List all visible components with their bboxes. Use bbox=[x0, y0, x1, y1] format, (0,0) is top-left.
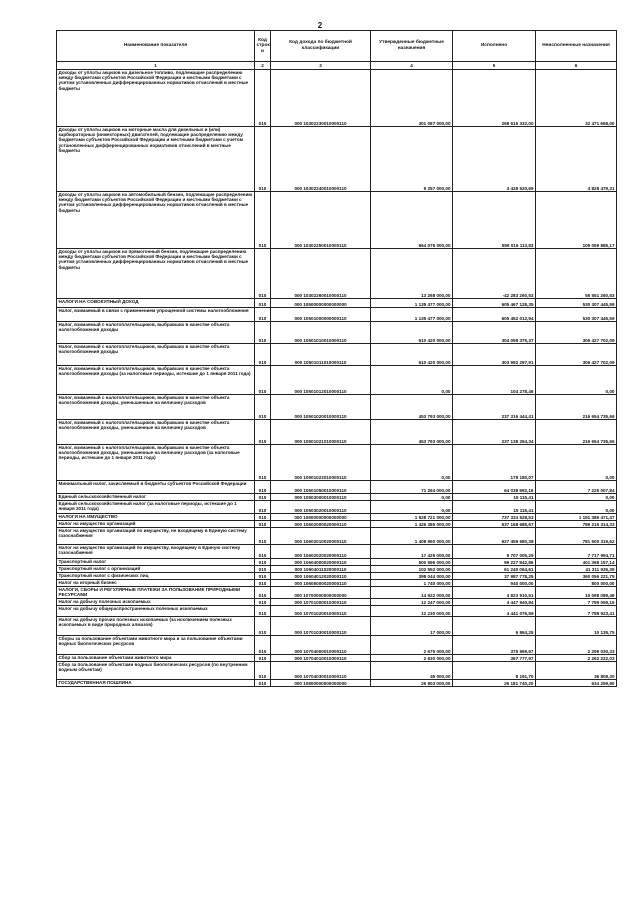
row-approved: 9 257 000,00 bbox=[371, 127, 453, 192]
row-name: Транспортный налог с физических лиц bbox=[57, 573, 255, 580]
row-name: Налог, взимаемый с налогоплательщиков, выбравших в качестве объекта налогообложения доходы, уменьшенные на величину расходов bbox=[57, 420, 255, 445]
page-number: 2 bbox=[317, 21, 323, 30]
row-line-code: 010 bbox=[255, 636, 271, 655]
table-row bbox=[57, 322, 617, 344]
row-approved: 610 420 000,00 bbox=[371, 344, 453, 366]
row-approved: 398 044 000,00 bbox=[371, 573, 453, 580]
row-unexecuted: 789 216 314,33 bbox=[536, 521, 617, 528]
row-name: Налог на игорный бизнес bbox=[57, 580, 255, 587]
row-name: Транспортный налог с организаций bbox=[57, 566, 255, 573]
row-line-code: 010 bbox=[255, 662, 271, 680]
row-executed: 26 181 740,20 bbox=[453, 680, 536, 687]
row-executed: 237 316 444,41 bbox=[453, 395, 536, 420]
row-line-code: 010 bbox=[255, 528, 271, 545]
row-approved: 1 426 385 000,00 bbox=[371, 521, 453, 528]
row-name: Сборы за пользование объектами животного мира и за пользование объектами водных биологических ресурсов bbox=[57, 636, 255, 655]
row-executed: -42 283 260,53 bbox=[453, 249, 536, 299]
column-number: 1 bbox=[57, 62, 255, 70]
row-line-code: 010 bbox=[255, 521, 271, 528]
row-executed: 268 615 332,00 bbox=[453, 70, 536, 127]
row-name: Налог, взимаемый с налогоплательщиков, выбравших в качестве объекта налогообложения доходы, уменьшенные на величину расходов bbox=[57, 395, 255, 420]
row-income-code: 000 10604011020000110 bbox=[271, 566, 371, 573]
row-approved: 1 740 000,00 bbox=[371, 580, 453, 587]
table-row bbox=[57, 655, 617, 662]
row-unexecuted: 401 368 157,14 bbox=[536, 559, 617, 566]
row-unexecuted: 216 654 735,66 bbox=[536, 395, 617, 420]
row-unexecuted: 634 259,80 bbox=[536, 680, 617, 687]
row-unexecuted: 800 000,00 bbox=[536, 580, 617, 587]
row-executed: 375 969,67 bbox=[453, 636, 536, 655]
table-row bbox=[57, 127, 617, 192]
row-unexecuted: 2 299 030,33 bbox=[536, 636, 617, 655]
table-row bbox=[57, 617, 617, 636]
row-income-code: 000 10700000000000000 bbox=[271, 587, 371, 599]
row-executed: 9 707 005,29 bbox=[453, 545, 536, 559]
row-unexecuted: 32 471 668,00 bbox=[536, 70, 617, 127]
row-unexecuted: 0,00 bbox=[536, 445, 617, 481]
row-line-code: 010 bbox=[255, 566, 271, 573]
table-row bbox=[57, 599, 617, 606]
header-name: Наименование показателя bbox=[57, 31, 255, 62]
row-name: Налог, взимаемый с налогоплательщиков, выбравших в качестве объекта налогообложения доходы (за налоговые периоды, истекшие до 1 января 2011 года) bbox=[57, 366, 255, 395]
row-approved: 0,00 bbox=[371, 366, 453, 395]
row-approved: 664 076 000,00 bbox=[371, 192, 453, 249]
row-approved: 1 928 721 000,00 bbox=[371, 514, 453, 521]
column-number: 5 bbox=[453, 62, 536, 70]
column-number: 2 bbox=[255, 62, 271, 70]
row-line-code: 010 bbox=[255, 580, 271, 587]
row-line-code: 010 bbox=[255, 249, 271, 299]
row-approved: 12 230 000,00 bbox=[371, 606, 453, 617]
row-income-code: 000 10604000020000110 bbox=[271, 559, 371, 566]
row-income-code: 000 10501020010000110 bbox=[271, 395, 371, 420]
row-executed: 637 168 685,67 bbox=[453, 521, 536, 528]
table-row bbox=[57, 395, 617, 420]
table-row bbox=[57, 366, 617, 395]
row-income-code: 000 10704010010000110 bbox=[271, 655, 371, 662]
table-row bbox=[57, 545, 617, 559]
row-name: Доходы от уплаты акцизов на прямогонный бензин, подлежащие распределению между бюджетами субъектов Российской Федерации и местными бюджетами с учетом установленных дифференцированных нормативов отчислений в местные бюджеты bbox=[57, 249, 255, 299]
row-approved: 0,00 bbox=[371, 445, 453, 481]
row-line-code: 010 bbox=[255, 587, 271, 599]
column-number: 6 bbox=[536, 62, 617, 70]
table-row bbox=[57, 566, 617, 573]
row-line-code: 010 bbox=[255, 395, 271, 420]
row-line-code: 010 bbox=[255, 494, 271, 501]
row-line-code: 010 bbox=[255, 366, 271, 395]
row-name: Единый сельскохозяйственный налог bbox=[57, 494, 255, 501]
row-unexecuted: 7 717 994,71 bbox=[536, 545, 617, 559]
row-approved: 12 247 000,00 bbox=[371, 599, 453, 606]
row-line-code: 010 bbox=[255, 514, 271, 521]
row-income-code: 000 10302240010000110 bbox=[271, 127, 371, 192]
table-row bbox=[57, 559, 617, 566]
row-executed: 6 864,25 bbox=[453, 617, 536, 636]
row-unexecuted: 530 307 445,59 bbox=[536, 308, 617, 322]
row-unexecuted: 0,00 bbox=[536, 494, 617, 501]
row-income-code: 000 10503000010000110 bbox=[271, 494, 371, 501]
row-income-code: 000 10500000000000000 bbox=[271, 299, 371, 308]
row-line-code: 010 bbox=[255, 322, 271, 344]
row-approved: 610 420 000,00 bbox=[371, 322, 453, 344]
row-line-code: 010 bbox=[255, 655, 271, 662]
row-approved: 26 803 000,00 bbox=[371, 680, 453, 687]
row-income-code: 000 10600000000000000 bbox=[271, 514, 371, 521]
column-number: 4 bbox=[371, 62, 453, 70]
row-line-code: 010 bbox=[255, 559, 271, 566]
row-income-code: 000 10501012010000110 bbox=[271, 366, 371, 395]
row-name: НАЛОГИ, СБОРЫ И РЕГУЛЯРНЫЕ ПЛАТЕЖИ ЗА ПОЛЬЗОВАНИЕ ПРИРОДНЫМИ РЕСУРСАМИ bbox=[57, 587, 255, 599]
row-unexecuted: 216 654 735,66 bbox=[536, 420, 617, 445]
row-name: Доходы от уплаты акцизов на моторные масла для дизельных и (или) карбюраторных (инжекторных) двигателей, подлежащие распределению между бюджетами субъектов Российской Федерации и местными бюджетами с учетом установленных дифференцированных нормативов отчислений в местные бюджеты bbox=[57, 127, 255, 192]
row-line-code: 010 bbox=[255, 680, 271, 687]
row-income-code: 000 10604012020000110 bbox=[271, 573, 371, 580]
row-line-code: 010 bbox=[255, 308, 271, 322]
table-row bbox=[57, 445, 617, 481]
row-approved: 453 793 000,00 bbox=[371, 420, 453, 445]
row-name: Налог на добычу общераспространенных полезных ископаемых bbox=[57, 606, 255, 617]
row-unexecuted: 10 098 089,49 bbox=[536, 587, 617, 599]
row-income-code: 000 10602010020000110 bbox=[271, 528, 371, 545]
row-income-code: 000 10704000010000110 bbox=[271, 636, 371, 655]
row-executed: 8 191,70 bbox=[453, 662, 536, 680]
row-approved: 2 630 000,00 bbox=[371, 655, 453, 662]
row-executed: 99 227 842,86 bbox=[453, 559, 536, 566]
row-unexecuted: 7 799 059,16 bbox=[536, 599, 617, 606]
row-executed: 4 441 076,59 bbox=[453, 606, 536, 617]
row-name: Сбор за пользование объектами водных биологических ресурсов (по внутренним водным объектам) bbox=[57, 662, 255, 680]
row-approved: 1 408 960 000,00 bbox=[371, 528, 453, 545]
budget-execution-table bbox=[56, 30, 617, 687]
row-name: НАЛОГИ НА СОВОКУПНЫЙ ДОХОД bbox=[57, 299, 255, 308]
row-name: Доходы от уплаты акцизов на автомобильный бензин, подлежащие распределению между бюджетами субъектов Российской Федерации и местными бюджетами с учетом установленных дифференцированных нормативов отчислений в местные бюджеты bbox=[57, 192, 255, 249]
row-approved: 102 552 000,00 bbox=[371, 566, 453, 573]
table-row bbox=[57, 587, 617, 599]
row-executed: 61 240 064,61 bbox=[453, 566, 536, 573]
row-approved: 71 264 000,00 bbox=[371, 481, 453, 494]
row-executed: 15 115,41 bbox=[453, 501, 536, 514]
row-unexecuted: 306 427 702,09 bbox=[536, 322, 617, 344]
row-name: Доходы от уплаты акцизов на дизельное топливо, подлежащие распределению между бюджетами субъектов Российской Федерации и местными бюджетами с учетом установленных дифференцированных нормативов отчислений в местные бюджеты bbox=[57, 70, 255, 127]
row-executed: 367 777,97 bbox=[453, 655, 536, 662]
table-row bbox=[57, 192, 617, 249]
row-line-code: 010 bbox=[255, 445, 271, 481]
row-income-code: 000 10302260010000110 bbox=[271, 249, 371, 299]
row-executed: 178 180,07 bbox=[453, 445, 536, 481]
row-executed: 104 278,46 bbox=[453, 366, 536, 395]
table-row bbox=[57, 494, 617, 501]
table-row bbox=[57, 420, 617, 445]
row-unexecuted: 306 427 702,09 bbox=[536, 344, 617, 366]
row-income-code: 000 10501050010000110 bbox=[271, 481, 371, 494]
row-name: Транспортный налог bbox=[57, 559, 255, 566]
row-line-code: 010 bbox=[255, 617, 271, 636]
row-income-code: 000 10701030010000110 bbox=[271, 617, 371, 636]
row-executed: 737 334 528,53 bbox=[453, 514, 536, 521]
row-income-code: 000 10501011010000110 bbox=[271, 344, 371, 366]
row-name: Налог, взимаемый в связи с применением упрощенной системы налогообложения bbox=[57, 308, 255, 322]
row-approved: 301 087 000,00 bbox=[371, 70, 453, 127]
table-row bbox=[57, 680, 617, 687]
row-income-code: 000 10501022010000110 bbox=[271, 445, 371, 481]
table-header-row bbox=[57, 31, 617, 62]
row-approved: 1 135 477 000,00 bbox=[371, 299, 453, 308]
row-line-code: 010 bbox=[255, 545, 271, 559]
row-name: Сбор за пользование объектами животного мира bbox=[57, 655, 255, 662]
row-line-code: 010 bbox=[255, 192, 271, 249]
row-name: Единый сельскохозяйственный налог (за налоговые периоды, истекшие до 1 января 2011 года) bbox=[57, 501, 255, 514]
row-approved: 13 268 000,00 bbox=[371, 249, 453, 299]
row-income-code: 000 10501000000000110 bbox=[271, 308, 371, 322]
row-name: НАЛОГИ НА ИМУЩЕСТВО bbox=[57, 514, 255, 521]
row-unexecuted: 2 262 222,03 bbox=[536, 655, 617, 662]
row-name: Налог на имущество организаций по имуществу, не входящему в Единую систему газоснабжения bbox=[57, 528, 255, 545]
header-line-code: Код строк и bbox=[255, 31, 271, 62]
header-approved: Утвержденные бюджетные назначения bbox=[371, 31, 453, 62]
row-line-code: 010 bbox=[255, 127, 271, 192]
row-line-code: 010 bbox=[255, 420, 271, 445]
row-income-code: 000 10602000020000110 bbox=[271, 521, 371, 528]
row-line-code: 010 bbox=[255, 299, 271, 308]
row-approved: 453 793 000,00 bbox=[371, 395, 453, 420]
row-approved: 17 000,00 bbox=[371, 617, 453, 636]
row-name: Минимальный налог, зачисляемый в бюджеты субъектов Российской Федерации bbox=[57, 481, 255, 494]
row-executed: 237 138 264,34 bbox=[453, 420, 536, 445]
row-name: Налог на имущество организаций bbox=[57, 521, 255, 528]
row-executed: 4 447 940,84 bbox=[453, 599, 536, 606]
row-unexecuted: 55 551 260,53 bbox=[536, 249, 617, 299]
row-line-code: 010 bbox=[255, 344, 271, 366]
row-unexecuted: 36 808,30 bbox=[536, 662, 617, 680]
table-row bbox=[57, 636, 617, 655]
row-unexecuted: 10 135,75 bbox=[536, 617, 617, 636]
row-unexecuted: 41 311 935,39 bbox=[536, 566, 617, 573]
row-name: Налог, взимаемый с налогоплательщиков, выбравших в качестве объекта налогообложения доходы bbox=[57, 344, 255, 366]
row-line-code: 010 bbox=[255, 481, 271, 494]
table-row bbox=[57, 606, 617, 617]
row-line-code: 010 bbox=[255, 501, 271, 514]
row-income-code: 000 10602020020000110 bbox=[271, 545, 371, 559]
row-approved: 14 922 000,00 bbox=[371, 587, 453, 599]
row-approved: 0,00 bbox=[371, 501, 453, 514]
table-row bbox=[57, 580, 617, 587]
table-row bbox=[57, 344, 617, 366]
row-approved: 500 596 000,00 bbox=[371, 559, 453, 566]
row-executed: 37 987 778,25 bbox=[453, 573, 536, 580]
row-unexecuted: 0,00 bbox=[536, 501, 617, 514]
row-income-code: 000 10302250010000110 bbox=[271, 192, 371, 249]
row-approved: 2 675 000,00 bbox=[371, 636, 453, 655]
row-line-code: 010 bbox=[255, 606, 271, 617]
row-executed: 627 459 680,38 bbox=[453, 528, 536, 545]
row-unexecuted: 781 500 319,62 bbox=[536, 528, 617, 545]
row-executed: 559 016 113,83 bbox=[453, 192, 536, 249]
row-unexecuted: 4 828 479,31 bbox=[536, 127, 617, 192]
row-executed: 15 115,41 bbox=[453, 494, 536, 501]
header-executed: Исполнено bbox=[453, 31, 536, 62]
row-name: Налог на добычу полезных ископаемых bbox=[57, 599, 255, 606]
row-executed: 4 428 520,69 bbox=[453, 127, 536, 192]
row-name: Налог, взимаемый с налогоплательщиков, выбравших в качестве объекта налогообложения доходы bbox=[57, 322, 255, 344]
row-name: Налог на добычу прочих полезных ископаемых (за исключением полезных ископаемых в виде природных алмазов) bbox=[57, 617, 255, 636]
row-line-code: 010 bbox=[255, 70, 271, 127]
table-row bbox=[57, 573, 617, 580]
row-income-code: 000 10704030010000110 bbox=[271, 662, 371, 680]
table-row bbox=[57, 528, 617, 545]
row-income-code: 000 10302230010000110 bbox=[271, 70, 371, 127]
row-executed: 4 823 910,51 bbox=[453, 587, 536, 599]
row-executed: 304 098 375,37 bbox=[453, 322, 536, 344]
row-unexecuted: 0,00 bbox=[536, 366, 617, 395]
column-number: 3 bbox=[271, 62, 371, 70]
row-executed: 64 038 992,16 bbox=[453, 481, 536, 494]
row-unexecuted: 7 788 923,41 bbox=[536, 606, 617, 617]
row-income-code: 000 10501021010000110 bbox=[271, 420, 371, 445]
row-executed: 605 467 128,35 bbox=[453, 299, 536, 308]
row-unexecuted: 1 191 386 471,47 bbox=[536, 514, 617, 521]
row-line-code: 010 bbox=[255, 573, 271, 580]
table-row bbox=[57, 501, 617, 514]
header-unexecuted: Неисполненные назначения bbox=[536, 31, 617, 62]
row-income-code: 000 10701020010000110 bbox=[271, 606, 371, 617]
row-name: ГОСУДАРСТВЕННАЯ ПОШЛИНА bbox=[57, 680, 255, 687]
row-executed: 605 452 012,94 bbox=[453, 308, 536, 322]
table-row bbox=[57, 70, 617, 127]
row-unexecuted: 530 307 445,59 bbox=[536, 299, 617, 308]
row-income-code: 000 10503020010000110 bbox=[271, 501, 371, 514]
table-row bbox=[57, 521, 617, 528]
table-row bbox=[57, 481, 617, 494]
table-row bbox=[57, 249, 617, 299]
row-income-code: 000 10800000000000000 bbox=[271, 680, 371, 687]
row-approved: 1 135 477 000,00 bbox=[371, 308, 453, 322]
column-number-row bbox=[57, 62, 617, 70]
table-row bbox=[57, 514, 617, 521]
table-row bbox=[57, 299, 617, 308]
table-row bbox=[57, 308, 617, 322]
row-executed: 303 992 297,91 bbox=[453, 344, 536, 366]
row-approved: 45 000,00 bbox=[371, 662, 453, 680]
row-approved: 17 425 000,00 bbox=[371, 545, 453, 559]
row-unexecuted: 7 225 007,84 bbox=[536, 481, 617, 494]
row-income-code: 000 10701000010000110 bbox=[271, 599, 371, 606]
row-income-code: 000 10605000020000110 bbox=[271, 580, 371, 587]
row-name: Налог, взимаемый с налогоплательщиков, выбравших в качестве объекта налогообложения доходы, уменьшенные на величину расходов (за налоговые периоды, истекшие до 1 января 2011 года) bbox=[57, 445, 255, 481]
row-name: Налог на имущество организаций по имуществу, входящему в Единую систему газоснабжения bbox=[57, 545, 255, 559]
row-approved: 0,00 bbox=[371, 494, 453, 501]
row-line-code: 010 bbox=[255, 599, 271, 606]
row-executed: 940 000,00 bbox=[453, 580, 536, 587]
row-income-code: 000 10501010010000110 bbox=[271, 322, 371, 344]
row-unexecuted: 105 059 886,17 bbox=[536, 192, 617, 249]
header-income-code: Код дохода по бюджетной классификации bbox=[271, 31, 371, 62]
row-unexecuted: 360 056 221,75 bbox=[536, 573, 617, 580]
table-row bbox=[57, 662, 617, 680]
